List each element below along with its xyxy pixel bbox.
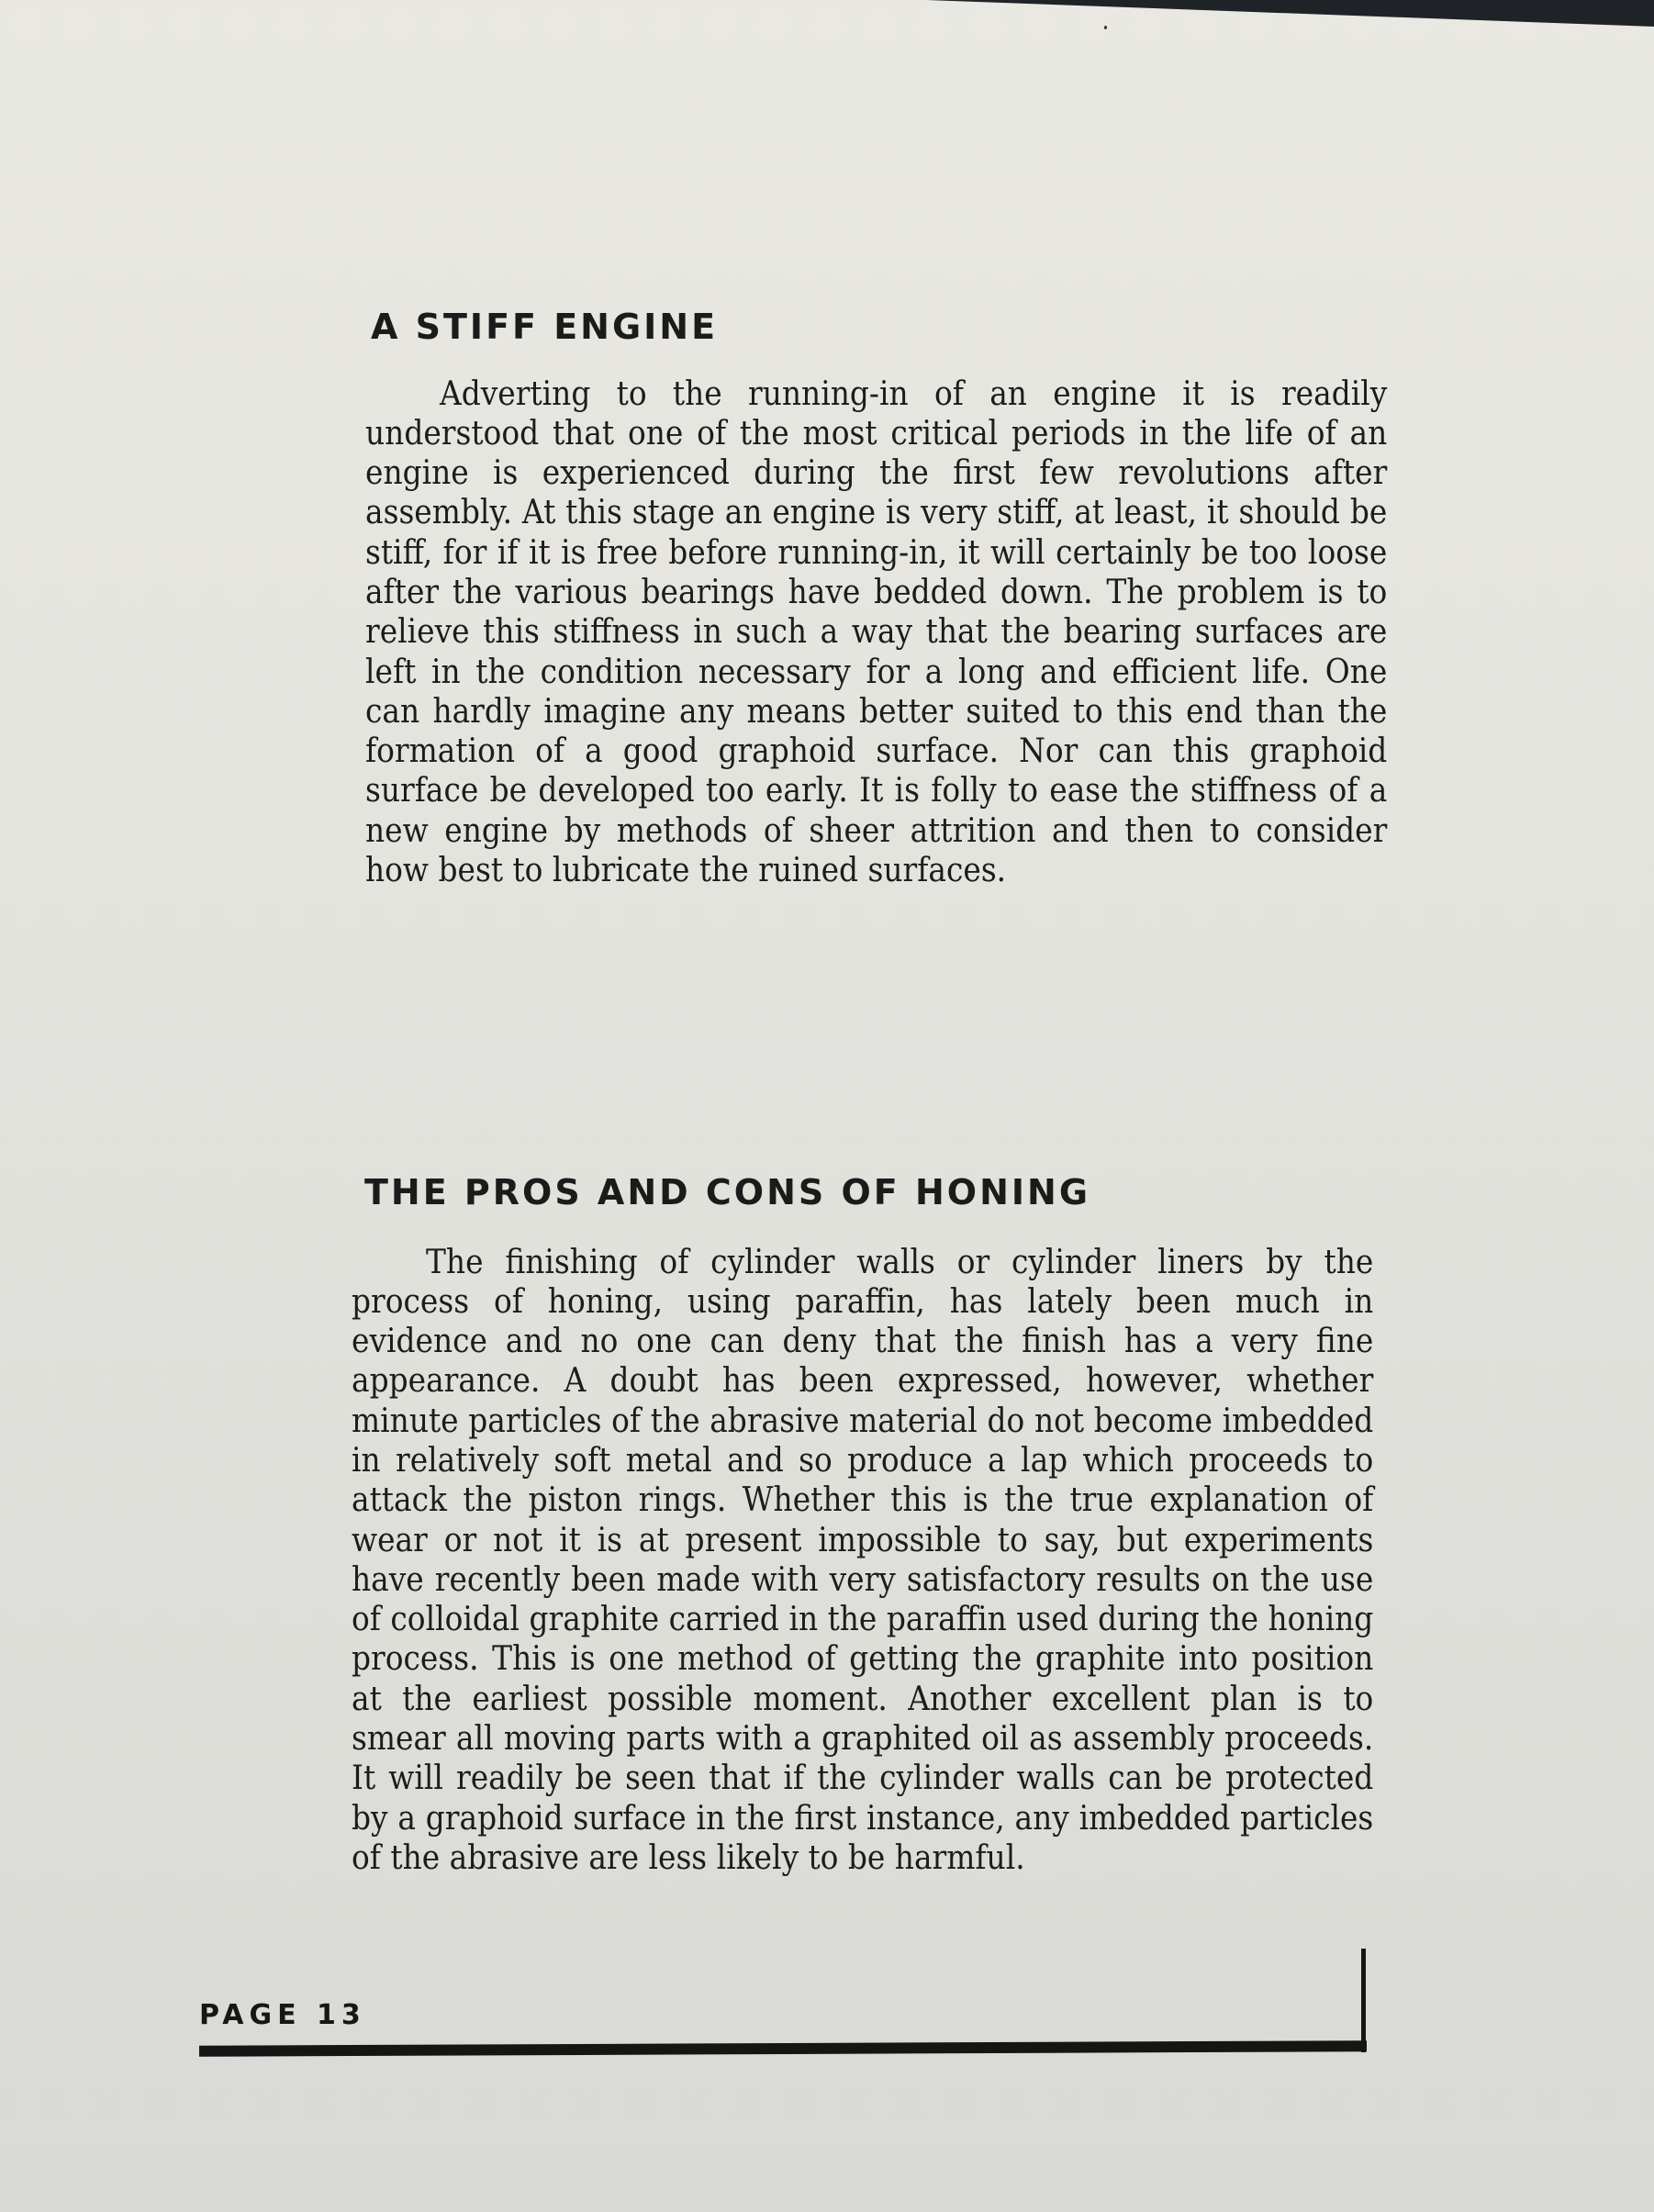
section-body-honing: The finishing of cylinder walls or cylinder liners by the process of honing, using paraffin, has lately been much in evidence and no one can deny that the finish has a very fine appearance. A doubt has been expressed, however, whether minute particles of the abrasive material do not become imbedded in relatively soft metal and so produce a lap which proceeds to attack the piston rings. Whether this is the true explanation of wear or not it is at present impossible to say, but experiments have recently been made with very satisfactory results on the use of colloidal graphite carried in the paraffin used during the honing process. This is one method of getting the graphite into position at the earliest possible moment. Another excellent plan is to smear all moving parts with a graphited oil as assembly proceeds. It will readily be seen that if the cylinder walls can be protected by a graphoid surface in the first instance, any imbedded particles of the abrasive are less likely to be harmful. <box>352 1241 1374 1877</box>
background-edge <box>927 0 1654 28</box>
footer-rule-horizontal <box>199 2040 1367 2057</box>
section-heading-stiff-engine: A STIFF ENGINE <box>371 306 719 347</box>
section-body-stiff-engine: Adverting to the running-in of an engine it is readily understood that one of the most critical periods in the life of an engine is experienced during the first few revolutions after assembly. At this stage an engine is very stiff, at least, it should be stiff, for if it is free before running-in, it will certainly be too loose after the various bearings have bedded down. The problem is to relieve this stiffness in such a way that the bearing surfaces are left in the condition necessary for a long and efficient life. One can hardly imagine any means better suited to this end than the formation of a good graphoid surface. Nor can this graphoid surface be developed too early. It is folly to ease the stiffness of a new engine by methods of sheer attrition and then to consider how best to lubricate the ruined surfaces. <box>365 373 1388 890</box>
footer-rule-vertical <box>1361 1949 1366 2052</box>
page-number: PAGE 13 <box>199 1999 366 2031</box>
section-heading-honing: THE PROS AND CONS OF HONING <box>364 1171 1091 1212</box>
paper-speck <box>1104 26 1107 29</box>
